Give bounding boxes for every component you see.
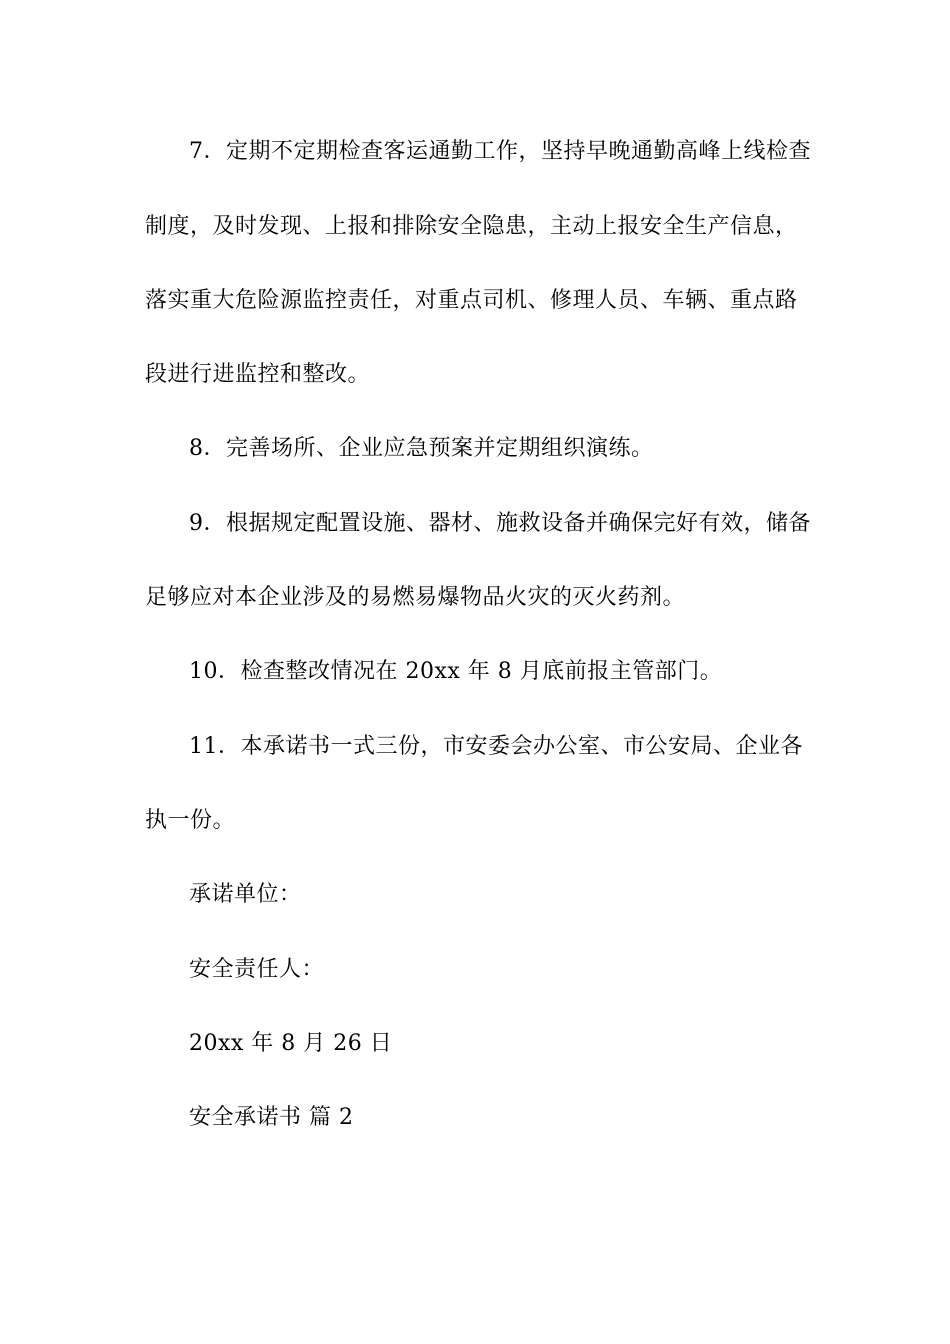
paragraph-11-line-2: 执一份。 — [145, 808, 236, 833]
paragraph-9-line-2: 足够应对本企业涉及的易燃易爆物品火灾的灭火药剂。 — [145, 585, 686, 610]
safety-responsible-person-label: 安全责任人： — [189, 957, 325, 982]
document-date: 20xx 年 8 月 26 日 — [189, 1031, 393, 1056]
paragraph-11-line-1: 11．本承诺书一式三份，市安委会办公室、市公安局、企业各 — [189, 734, 803, 759]
paragraph-10: 10．检查整改情况在 20xx 年 8 月底前报主管部门。 — [189, 659, 723, 684]
paragraph-7-line-3: 落实重大危险源监控责任，对重点司机、修理人员、车辆、重点路 — [145, 288, 798, 313]
next-section-title: 安全承诺书 篇 2 — [189, 1105, 354, 1130]
paragraph-9-line-1: 9．根据规定配置设施、器材、施救设备并确保完好有效，储备 — [189, 511, 811, 536]
paragraph-7-line-4: 段进行进监控和整改。 — [145, 362, 371, 387]
paragraph-7-line-2: 制度，及时发现、上报和排除安全隐患，主动上报安全生产信息， — [145, 214, 798, 239]
pledging-unit-label: 承诺单位： — [189, 882, 302, 907]
paragraph-8: 8．完善场所、企业应急预案并定期组织演练。 — [189, 436, 654, 461]
paragraph-7-line-1: 7．定期不定期检查客运通勤工作，坚持早晚通勤高峰上线检查 — [189, 139, 811, 164]
